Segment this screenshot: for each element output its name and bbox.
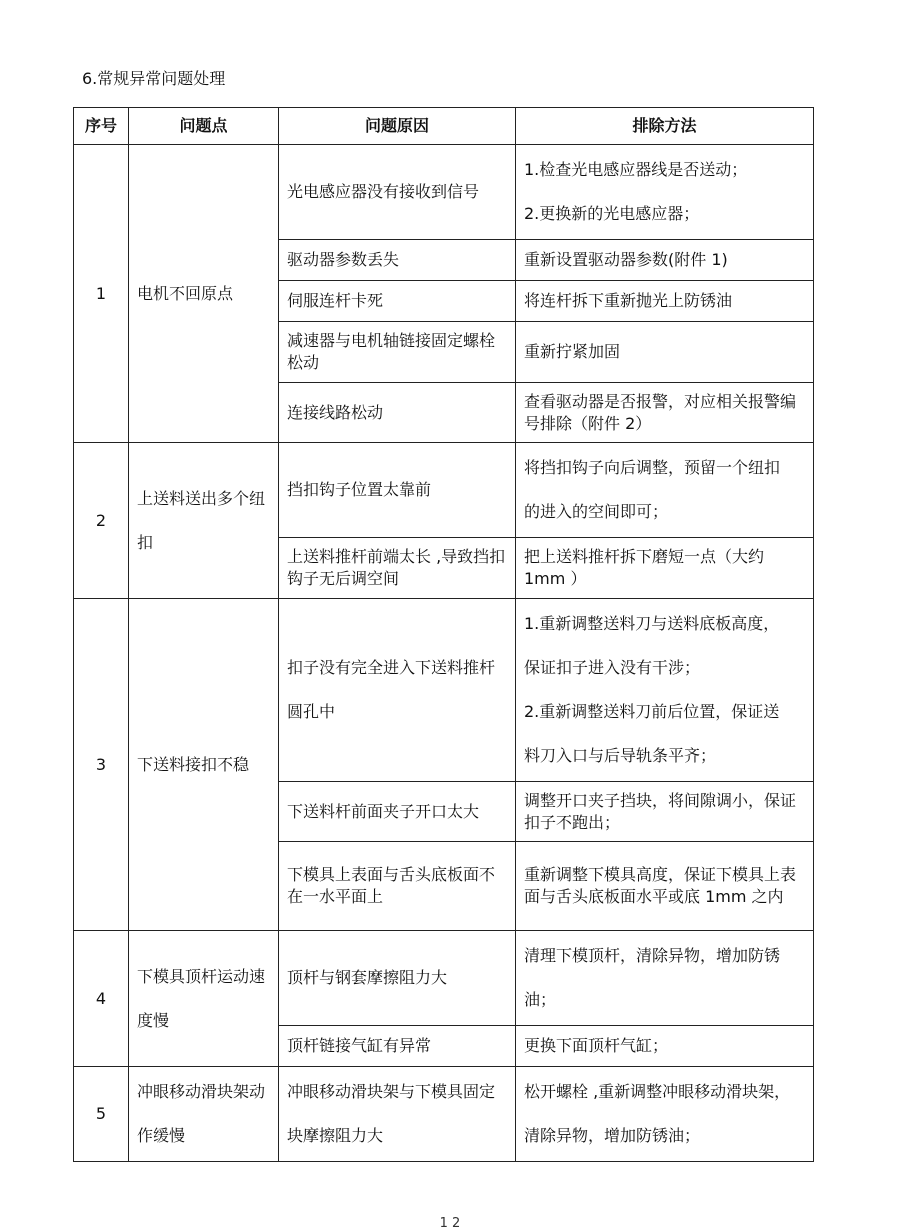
table-row — [74, 145, 814, 240]
header-no: 序号 — [74, 108, 129, 145]
header-issue: 问题点 — [129, 108, 279, 145]
solution-cell — [516, 443, 814, 538]
solution-line: 1.检查光电感应器线是否送动； — [524, 160, 748, 179]
row-number: 1 — [74, 145, 129, 443]
solution-line: 将挡扣钩子向后调整，预留一个纽扣 — [524, 458, 781, 477]
cause-cell: 冲眼移动滑块架与下模具固定块摩擦阻力大 — [279, 1067, 516, 1162]
cause-cell: 减速器与电机轴链接固定螺栓松动 — [279, 322, 516, 383]
solution-line: 清理下模顶杆，清除异物，增加防锈 — [524, 946, 781, 965]
solution-line: 2.更换新的光电感应器； — [524, 204, 700, 223]
issue-cell: 冲眼移动滑块架动作缓慢 — [129, 1067, 279, 1162]
cause-cell: 伺服连杆卡死 — [279, 281, 516, 322]
header-solution: 排除方法 — [516, 108, 814, 145]
issue-cell: 下送料接扣不稳 — [129, 599, 279, 931]
solution-cell: 重新设置驱动器参数(附件 1) — [516, 240, 814, 281]
cause-cell: 顶杆与钢套摩擦阻力大 — [279, 931, 516, 1026]
solution-line: 清除异物，增加防锈油； — [524, 1126, 701, 1145]
solution-cell: 调整开口夹子挡块，将间隙调小，保证扣子不跑出； — [516, 782, 814, 842]
row-number: 2 — [74, 443, 129, 599]
solution-cell: 将连杆拆下重新抛光上防锈油 — [516, 281, 814, 322]
cause-cell: 连接线路松动 — [279, 383, 516, 443]
solution-line: 的进入的空间即可； — [524, 502, 669, 521]
solution-cell — [516, 931, 814, 1026]
issue-cell: 上送料送出多个纽扣 — [129, 443, 279, 599]
cause-cell: 光电感应器没有接收到信号 — [279, 145, 516, 240]
solution-line: 2.重新调整送料刀前后位置，保证送 — [524, 702, 780, 721]
solution-cell: 重新拧紧加固 — [516, 322, 814, 383]
table-row — [74, 443, 814, 538]
issue-cell: 电机不回原点 — [129, 145, 279, 443]
table-header-row — [74, 108, 814, 145]
solution-cell: 更换下面顶杆气缸； — [516, 1026, 814, 1067]
troubleshooting-table — [73, 107, 814, 1162]
solution-line: 1.重新调整送料刀与送料底板高度， — [524, 614, 780, 633]
cause-cell: 扣子没有完全进入下送料推杆圆孔中 — [279, 599, 516, 782]
cause-cell: 下送料杆前面夹子开口太大 — [279, 782, 516, 842]
page-number: 1 2 — [439, 1216, 461, 1231]
solution-cell: 重新调整下模具高度，保证下模具上表面与舌头底板面水平或底 1mm 之内 — [516, 842, 814, 931]
issue-cell: 下模具顶杆运动速度慢 — [129, 931, 279, 1067]
header-cause: 问题原因 — [279, 108, 516, 145]
solution-line: 松开螺栓 ,重新调整冲眼移动滑块架， — [524, 1082, 791, 1101]
solution-line: 油； — [524, 990, 557, 1009]
table-row — [74, 931, 814, 1026]
cause-cell: 下模具上表面与舌头底板面不在一水平面上 — [279, 842, 516, 931]
solution-cell — [516, 599, 814, 782]
solution-line: 保证扣子进入没有干涉； — [524, 658, 701, 677]
solution-cell — [516, 1067, 814, 1162]
table-row — [74, 599, 814, 782]
solution-cell: 把上送料推杆拆下磨短一点（大约 1mm ） — [516, 538, 814, 599]
row-number: 4 — [74, 931, 129, 1067]
cause-cell: 顶杆链接气缸有异常 — [279, 1026, 516, 1067]
cause-cell: 挡扣钩子位置太靠前 — [279, 443, 516, 538]
solution-cell: 查看驱动器是否报警，对应相关报警编号排除（附件 2） — [516, 383, 814, 443]
cause-cell: 驱动器参数丢失 — [279, 240, 516, 281]
row-number: 5 — [74, 1067, 129, 1162]
solution-line: 料刀入口与后导轨条平齐； — [524, 746, 717, 765]
cause-cell: 上送料推杆前端太长 ,导致挡扣钩子无后调空间 — [279, 538, 516, 599]
row-number: 3 — [74, 599, 129, 931]
section-title: 6.常规异常问题处理 — [82, 69, 226, 88]
table-row — [74, 1067, 814, 1162]
solution-cell — [516, 145, 814, 240]
